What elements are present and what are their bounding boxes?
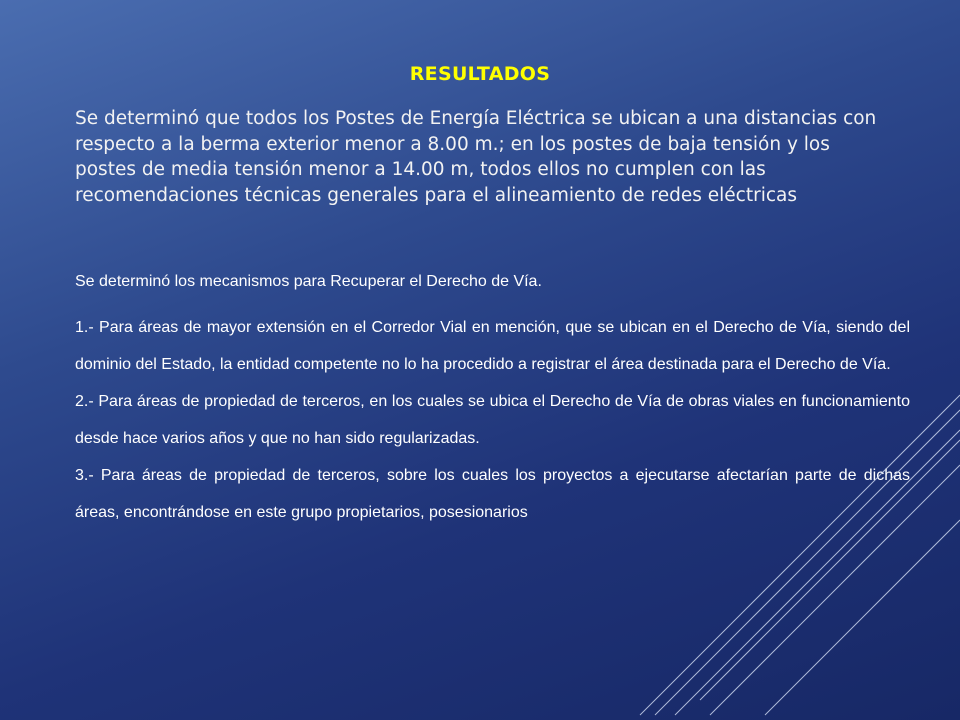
decorative-line (710, 465, 960, 715)
decorative-line (765, 520, 960, 715)
decorative-line (640, 395, 960, 715)
decorative-line (675, 430, 960, 715)
slide-title: RESULTADOS (409, 63, 551, 85)
decorative-line (700, 440, 960, 700)
list-item: 3.- Para áreas de propiedad de terceros, sobre los cuales los proyectos a ejecutarse afectarían parte de dichas áreas, encontrándose en este grupo propietarios, posesionarios (75, 467, 910, 521)
intro-paragraph: Se determinó que todos los Postes de Energía Eléctrica se ubican a una distancias con respecto a la berma exterior menor a 8.00 m.; en los postes de baja tensión y los postes de media tensión menor a 14.00 m, todos ellos no cumplen con las recomendaciones técnicas generales para el alineamiento de redes eléctricas (75, 108, 877, 206)
subheading: Se determinó los mecanismos para Recuperar el Derecho de Vía. (75, 273, 542, 290)
list-item: 1.- Para áreas de mayor extensión en el Corredor Vial en mención, que se ubican en el Derecho de Vía, siendo del dominio del Estado, la entidad competente no lo ha procedido a registrar el área destinada para el Derecho de Vía. (75, 319, 910, 373)
list-item: 2.- Para áreas de propiedad de terceros, en los cuales se ubica el Derecho de Vía de obras viales en funcionamiento desde hace varios años y que no han sido regularizadas. (75, 393, 910, 447)
decorative-line (655, 410, 960, 715)
